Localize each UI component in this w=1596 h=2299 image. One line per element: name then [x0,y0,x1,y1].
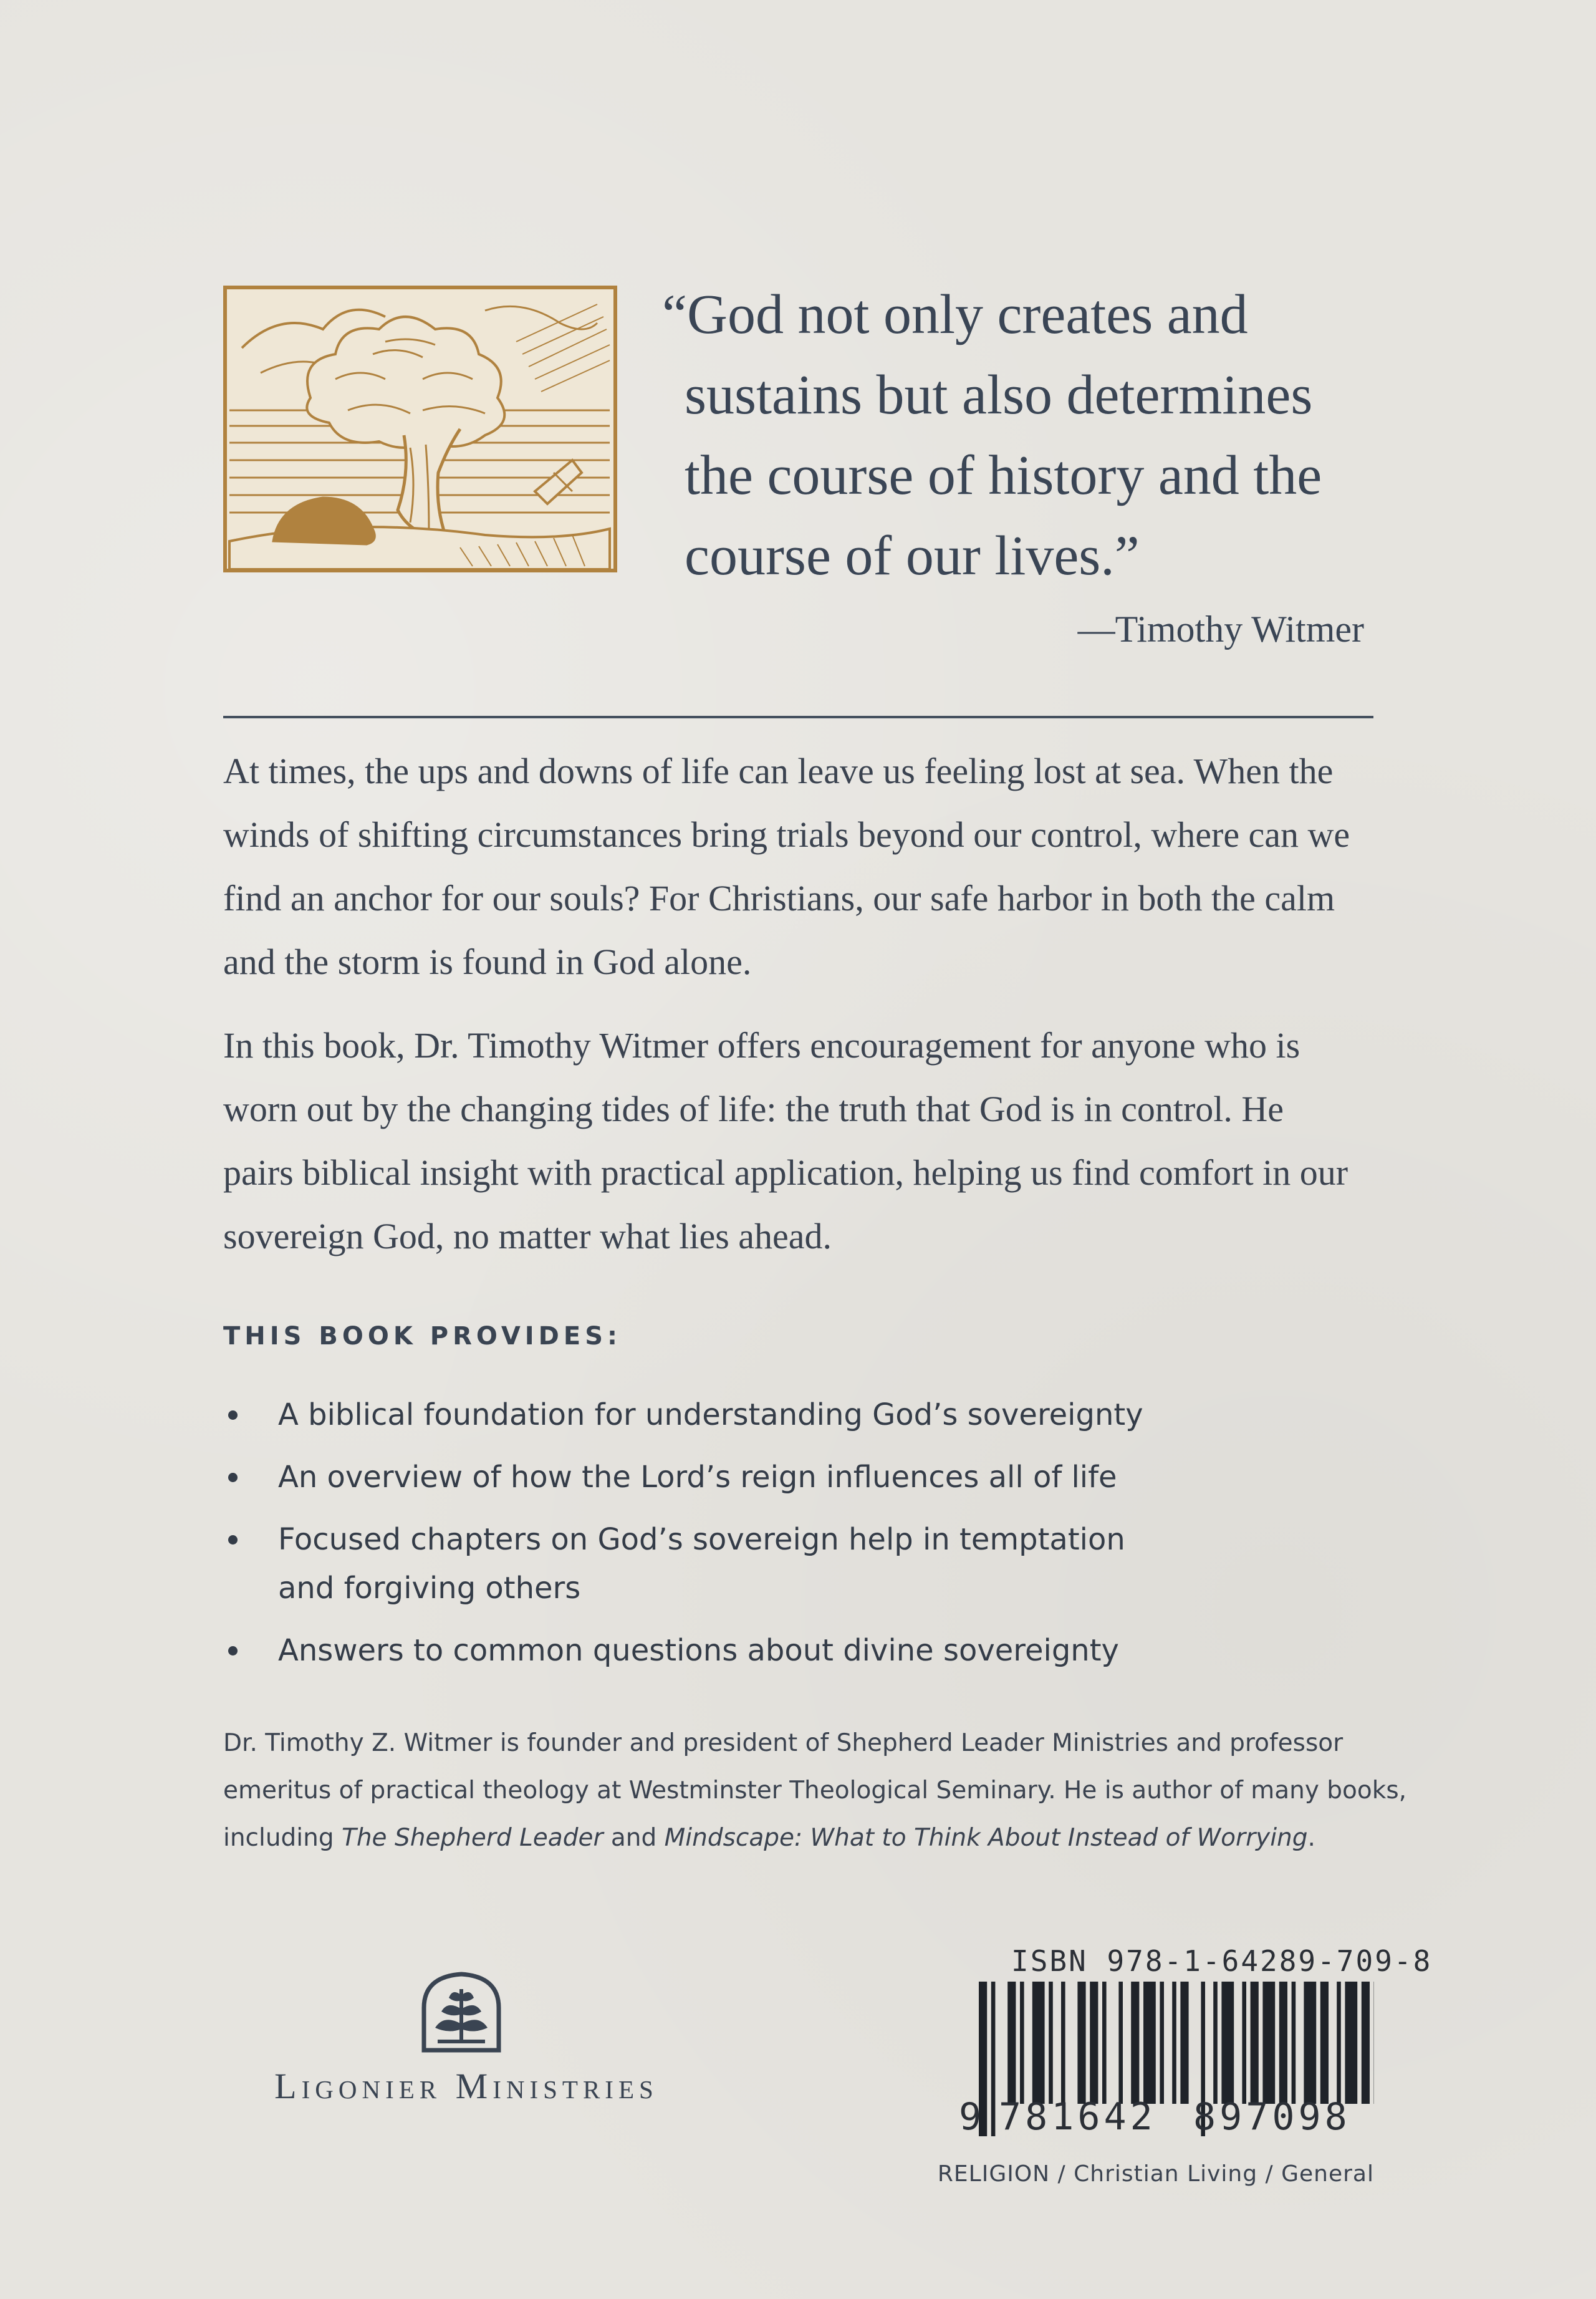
quote-attribution: —Timothy Witmer [1077,609,1364,650]
list-item-text: A biblical foundation for understanding God’s sovereignty [278,1397,1143,1432]
paragraph-line: winds of shifting circumstances bring trials beyond our control, where can we [223,814,1350,855]
barcode-bar [1345,1982,1357,2104]
publisher-logo [223,1970,709,2108]
description-paragraph-2 [223,1014,1373,1268]
list-item [223,1453,1283,1501]
barcode-bar [1242,1982,1246,2104]
barcode-bar [1279,1982,1287,2104]
quote-line: “God not only creates and [662,284,1248,345]
publisher-name: Ligonier Ministries [274,2066,658,2106]
list-item [223,1515,1283,1612]
bullet-icon [228,1410,238,1420]
section-heading: THIS BOOK PROVIDES: [223,1322,622,1351]
bio-text: and [603,1824,665,1852]
barcode-right-group: 897098 [1193,2095,1351,2139]
pull-quote [662,274,1398,596]
quote-line: course of our lives.” [685,525,1140,587]
barcode-bar [1118,1982,1123,2104]
barcode-bar [1061,1982,1065,2104]
quote-line: sustains but also determines [685,364,1313,426]
author-bio [223,1720,1407,1862]
barcode-bar [1077,1982,1085,2104]
category-label: RELIGION / Christian Living / General [937,2161,1374,2187]
barcode-bar [1251,1982,1259,2104]
list-item-text: Focused chapters on God’s sovereign help in temptation [278,1522,1125,1557]
bio-line: emeritus of practical theology at Westminster Theological Seminary. He is author of many books, [223,1776,1407,1805]
sprout-emblem-icon [415,1970,507,2053]
barcode-bar [1292,1982,1296,2104]
barcode-bar [1362,1982,1370,2104]
barcode-bar [1304,1982,1316,2104]
barcode-bar [1337,1982,1341,2104]
bio-text: including [223,1824,342,1852]
cover-illustration [223,286,617,572]
barcode-bar [1102,1982,1107,2104]
barcode-bar [1049,1982,1053,2104]
bullet-icon [228,1646,238,1656]
paragraph-line: sovereign God, no matter what lies ahead. [223,1216,832,1256]
feature-list [223,1390,1283,1689]
book-title: Mindscape: What to Think About Instead of Worrying [664,1824,1308,1852]
list-item-text: Answers to common questions about divine sovereignty [278,1633,1119,1668]
bio-line: Dr. Timothy Z. Witmer is founder and president of Shepherd Leader Ministries and professor [223,1729,1344,1757]
paragraph-line: In this book, Dr. Timothy Witmer offers encouragement for anyone who is [223,1025,1300,1066]
barcode-bar [1180,1982,1188,2104]
quote-line: the course of history and the [685,445,1322,506]
paragraph-line: worn out by the changing tides of life: the truth that God is in control. He [223,1089,1284,1129]
barcode-bar [1007,1982,1016,2104]
barcode-bar [1213,1982,1218,2104]
barcode-bar [1320,1982,1329,2104]
isbn-label: ISBN 978-1-64289-709-8 [1011,1944,1433,1978]
barcode-digits [959,2095,1377,2142]
list-item [223,1626,1283,1675]
barcode-bar [1221,1982,1234,2104]
barcode-left-group: 781642 [999,2095,1156,2139]
bullet-icon [228,1535,238,1545]
barcode-bar [1032,1982,1045,2104]
list-item-text: An overview of how the Lord’s reign influences all of life [278,1460,1117,1495]
barcode-bar [1262,1982,1275,2104]
divider [223,716,1373,718]
barcode-bar [1131,1982,1139,2104]
bio-line [223,1815,1383,1862]
barcode-bar [1090,1982,1098,2104]
barcode-bar [1160,1982,1164,2104]
paragraph-line: find an anchor for our souls? For Christians, our safe harbor in both the calm [223,878,1335,918]
paragraph-line: At times, the ups and downs of life can leave us feeling lost at sea. When the [223,751,1334,791]
description-paragraph-1 [223,740,1373,994]
bullet-icon [228,1473,238,1482]
bio-text: . [1307,1824,1315,1852]
barcode-bar [1020,1982,1024,2104]
list-item [223,1390,1283,1439]
paragraph-line: pairs biblical insight with practical application, helping us find comfort in our [223,1152,1348,1193]
book-title: The Shepherd Leader [342,1824,603,1852]
barcode-bar [1172,1982,1176,2104]
barcode-bar [1143,1982,1156,2104]
list-item-text: and forgiving others [278,1571,581,1606]
barcode-lead-digit: 9 [959,2095,986,2139]
paragraph-line: and the storm is found in God alone. [223,942,752,982]
